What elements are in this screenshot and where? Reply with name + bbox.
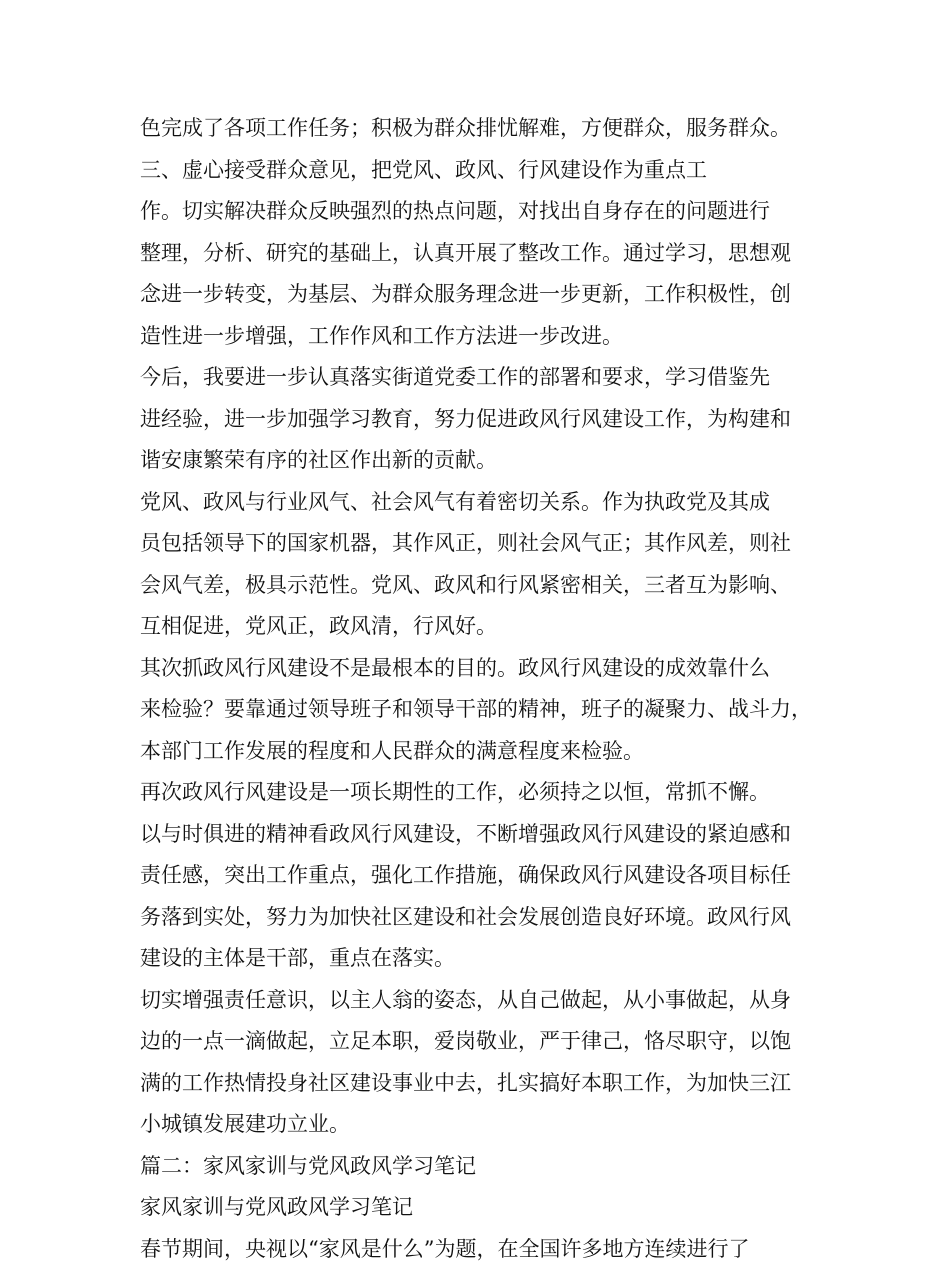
text-line: 会风气差，极具示范性。党风、政风和行风紧密相关，三者互为影响、 [140,565,830,607]
text-line: 今后，我要进一步认真落实街道党委工作的部署和要求，学习借鉴先 [140,357,830,399]
text-line: 责任感，突出工作重点，强化工作措施，确保政风行风建设各项目标任 [140,855,830,897]
article-title: 家风家训与党风政风学习笔记 [140,1187,830,1229]
text-line: 来检验？要靠通过领导班子和领导干部的精神，班子的凝聚力、战斗力， [140,689,830,731]
text-line: 本部门工作发展的程度和人民群众的满意程度来检验。 [140,731,830,773]
text-line: 务落到实处，努力为加快社区建设和社会发展创造良好环境。政风行风 [140,897,830,939]
text-line: 切实增强责任意识，以主人翁的姿态，从自己做起，从小事做起，从身 [140,980,830,1022]
text-line: 春节期间，央视以“家风是什么”为题，在全国许多地方连续进行了 [140,1229,830,1270]
text-line: 满的工作热情投身社区建设事业中去，扎实搞好本职工作，为加快三江 [140,1063,830,1105]
text-line: 其次抓政风行风建设不是最根本的目的。政风行风建设的成效靠什么 [140,648,830,690]
text-line: 整理，分析、研究的基础上，认真开展了整改工作。通过学习，思想观 [140,233,830,275]
text-line: 员包括领导下的国家机器，其作风正，则社会风气正；其作风差，则社 [140,523,830,565]
text-line: 谐安康繁荣有序的社区作出新的贡献。 [140,440,830,482]
text-line: 念进一步转变，为基层、为群众服务理念进一步更新，工作积极性，创 [140,274,830,316]
section-heading: 篇二：家风家训与党风政风学习笔记 [140,1146,830,1188]
text-line: 建设的主体是干部，重点在落实。 [140,938,830,980]
text-line: 造性进一步增强，工作作风和工作方法进一步改进。 [140,316,830,358]
text-line: 三、虚心接受群众意见，把党风、政风、行风建设作为重点工 [140,150,830,192]
text-line: 进经验，进一步加强学习教育，努力促进政风行风建设工作，为构建和 [140,399,830,441]
text-line: 色完成了各项工作任务；积极为群众排忧解难，方便群众，服务群众。 [140,108,830,150]
text-line: 以与时俱进的精神看政风行风建设，不断增强政风行风建设的紧迫感和 [140,814,830,856]
text-line: 再次政风行风建设是一项长期性的工作，必须持之以恒，常抓不懈。 [140,772,830,814]
text-line: 作。切实解决群众反映强烈的热点问题，对找出自身存在的问题进行 [140,191,830,233]
text-line: 小城镇发展建功立业。 [140,1104,830,1146]
text-line: 互相促进，党风正，政风清，行风好。 [140,606,830,648]
text-line: 党风、政风与行业风气、社会风气有着密切关系。作为执政党及其成 [140,482,830,524]
text-line: 边的一点一滴做起，立足本职，爱岗敬业，严于律己，恪尽职守，以饱 [140,1021,830,1063]
document-body [140,108,830,1270]
